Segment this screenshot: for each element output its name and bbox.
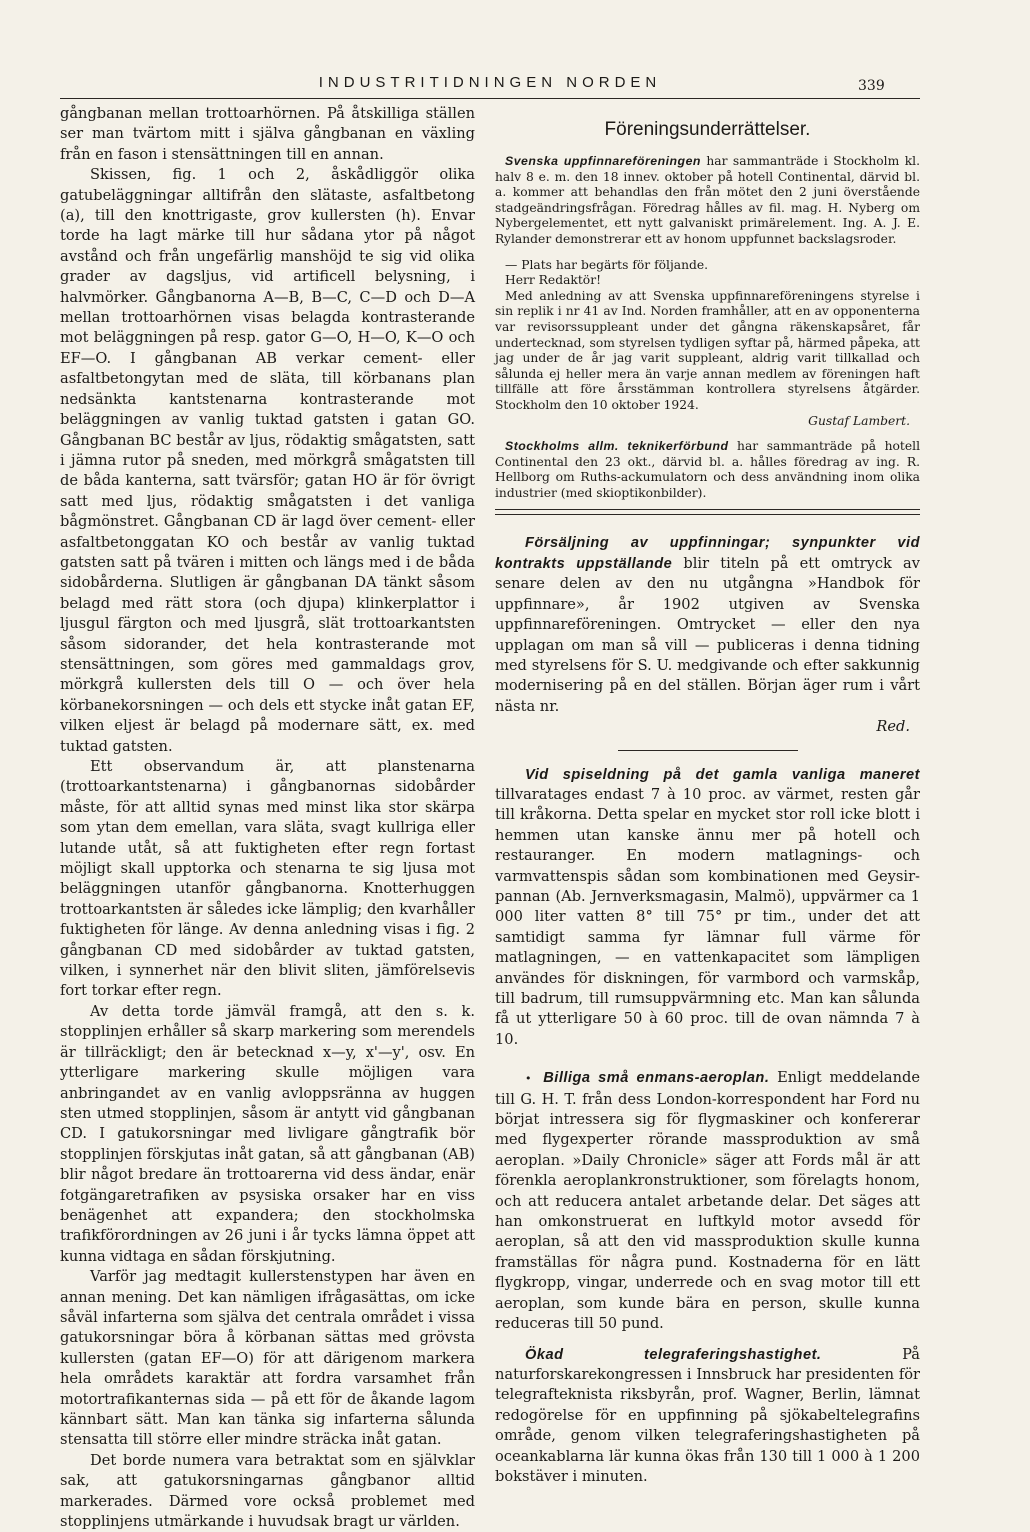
page-number: 339 [858,78,885,94]
article-text: Enligt meddelande till G. H. T. från dess London-korrespondent har Ford nu börjat intressera sig för flygmaskiner och konfererar med flygexperter rörande massproduktion av små aeroplan. »Daily Chronicle» säger att Fords mål är att förenkla aeroplankronstruktioner, som förelagts honom, och att reducera antalet arbetande delar. Det säges att han omkonstruerat en luftkyld motor avsedd för aeroplan, så att den vid massproduktion skulle kunna framställas för några pund. Kostnaderna för en lätt flygkropp, vingar, underrede och en svag motor till ett aeroplan, som kunde bära en person, skulle kunna reduceras till 50 pund. [495,1069,920,1333]
article-divider [618,750,798,751]
article-telegrafering [495,1345,920,1488]
right-column [495,104,920,1487]
article-paragraph: Skissen, fig. 1 och 2, åskådliggör olika gatubeläggningar alltifrån den slätaste, asfaltbetong (a), till den knottrigaste, grov kullersten (h). Envar torde ha lagt märke till hur sådana ytor på något avstånd och från ungefärlig manshöjd te sig vid olika grader av dagsljus, vid artificell belysning, i halvmörker. Gångbanorna A—B, B—C, C—D och D—A mellan trottoarhörnen visas belagda kontrasterande mot beläggningen på resp. gator G—O, H—O, K—O och EF—O. I gångbanan AB verkar cement- eller asfaltbetongytan med de släta, till körbanans plan nedsänkta kantstenarna kontrasterande mot beläggningen av vanlig tuktad gatsten i gatan GO. Gångbanan BC består av ljus, rödaktig smågatsten, satt i jämna rutor på sneden, med mörkgrå smågatsten till de båda kanterna, satt tvärsför; gatan HO är för övrigt satt med ljus, rödaktig smågatsten i det vanliga bågmönstret. Gångbanan CD är lagd över cement- eller asfaltbetonggatan KO och består av vanlig tuktad gatsten satt på tvären i mitten och längs med i de båda sidobårderna. Slutligen är gångbanan DA tänkt såsom belagd med rätt stora (och djupa) klinkerplattor i ljusgul färgton och med ljusgrå, slät trottoarkantsten såsom sidorander, det hela kontrasterande mot stensättningen, som göres med gammaldags grov, mörkgrå kullersten dels till O — och över hela körbanekorsningen — och dels ett stycke inåt gatan EF, vilken eljest är belagd på modernare sätt, ex. med tuktad gatsten. [60,166,475,755]
notice-lead: Stockholms allm. teknikerförbund [505,439,729,454]
header-rule [60,98,920,99]
letter-salutation: Herr Redaktör! [505,273,602,288]
notice-text: har sammanträde i Stockholm kl. halv 8 e. m. den 18 innev. oktober på hotell Continental, därvid bl. a. kommer att behandlas den från mötet den 2 juni överstående stadgeändringsfrågan. Föredrag hålles av fil. mag. H. Nyberg om Nybergelementet, ett nytt galvaniskt primärelement. Ing. A. J. E. Rylander demonstrerar ett av honom uppfunnet backslagsroder. [495,154,920,246]
editor-signoff: Red. [876,718,910,736]
article-text: tillvaratages endast 7 à 10 proc. av värmet, resten går till kråkorna. Detta spelar en mycket stor roll icke blott i hemmen utan kanske ännu mer på hotell och restauranger. En modern matlagnings- och varmvattenspis sådan som kombinationen med Geysir-pannan (Ab. Jernverksmagasin, Malmö), uppvärmer ca 1 000 liter vatten 8° till 75° pr tim., under det att samtidigt samma fyr lämnar full värme för matlagningen, — en vattenkapacitet som lämpligen användes för diskningen, för varmbord och varmskåp, till badrum, till rumsuppvärmning etc. Man kan sålunda få ut ytterligare 50 à 60 proc. till de ovan nämnda 7 à 10. [495,785,920,1048]
notice-svenska [495,154,920,248]
letter-signature: Gustaf Lambert. [808,413,910,428]
notice-plats: — Plats har begärts för följande. [505,257,709,272]
article-paragraph: Av detta torde jämväl framgå, att den s. k. stopplinjen erhåller så skarp markering som merendels är tillräckligt; den är betecknad x—y, x'—y', osv. En ytterligare markering skulle möjligen vara anbringandet av en vanlig avloppsränna av huggen sten utmed stopplinjen, såsom är antytt vid gångbanan CD. I gatukorsningar med livligare gångtrafik bör stopplinjen förskjutas inåt gatan, så att gångbanan (AB) blir något bredare än trottoarerna vid dess ändar, enär fotgängaretrafiken av psysiska orsaker har en viss benägenhet att expandera; den stockholmska trafikförordningen av 26 juni i år tycks lämna öppet att kunna vidtaga en sådan förskjutning. [60,1002,475,1265]
letter-body: Med anledning av att Svenska uppfinnareföreningens styrelse i sin replik i nr 41 av Ind. Norden framhåller, att en av opponenterna var revisorssuppleant under det gångna räkenskapsåret, får undertecknad, som styrelsen tydligen syftar på, härmed påpeka, att jag under de år jag varit suppleant, aldrig varit tillkallad och sålunda ej heller mera än varje annan medlem av föreningen haft tillfälle att före årsstämman kontrollera styrelsens åtgärder. Stockholm den 10 oktober 1924. [495,288,920,412]
article-text: På naturforskarekongressen i Innsbruck har presidenten för telegrafteknista riksbyrån, prof. Wagner, Berlin, lämnat redogörelse för en uppfinning på sjökabeltelegrafins område, genom vilken telegraferingshastigheten på oceankablarna lär kunna ökas från 130 till 1 000 à 1 200 bokstäver i minuten. [495,1345,920,1485]
section-divider [495,509,920,515]
section-title: Föreningsunderrättelser. [604,119,811,140]
article-paragraph: gångbanan mellan trottoarhörnen. På åtskilliga ställen ser man tvärtom mitt i själva gångbanan en växling från en fason i stensättningen till en annan. [60,105,475,163]
article-aeroplan [495,1068,920,1334]
notice-lead: Svenska uppfinnareföreningen [505,154,701,168]
left-column [60,104,475,1532]
article-text: blir titeln på ett omtryck av senare delen av den nu utgångna »Handbok för uppfinnare», år 1902 utgiven av Svenska uppfinnareföreningen. Omtrycket — eller den nya upplagan om man så vill — publiceras i denna tidning med styrelsens för S. U. medgivande och efter sakkunnig modernisering på en del ställen. Början äger rum i vårt nästa nr. [495,554,920,715]
article-paragraph: Varför jag medtagit kullerstenstypen har även en annan mening. Det kan nämligen ifrågasättas, om icke såväl infarterna som själva det centrala området i vissa gatukorsningar böra å körbanan sättas med grövsta kullersten (gatan EF—O) för att därigenom markera hela områdets karaktär att fordra varsamhet från motortrafikanternas sida — på ett för de åkande lagom kännbart sätt. Man kan tänka sig infarterna sålunda stensatta till större eller mindre sträcka inåt gatan. [60,1268,475,1449]
notice-text: har sammanträde på hotell Continental den 23 okt., därvid bl. a. hålles föredrag av ing. R. Hellborg om Ruths-ackumulatorn och dess användning inom olika industrier (med skioptikonbilder). [495,439,920,500]
running-head: INDUSTRITIDNINGEN NORDEN [318,74,662,91]
article-lead: Vid spiseldning på det gamla vanliga maneret [525,766,920,783]
bullet-icon: • [525,1072,532,1086]
notice-stockholms [495,439,920,501]
article-spiseldning [495,765,920,1051]
article-lead: Försäljning av uppfinningar; synpunkter vid kontrakts uppställande [495,535,920,572]
association-notices [495,154,920,501]
article-lead: Ökad telegraferingshastighet. [525,1346,822,1363]
article-paragraph: Ett observandum är, att planstenarna (trottoarkantstenarna) i gångbanornas sidobårder måste, för att alltid synas med minst lika stor skärpa som ytan dem emellan, vara släta, svagt kullriga eller lutande utåt, så att fuktigheten efter regn fortast möjligt skall upptorka och stenarna te sig ljusa mot beläggningen utanför gångbanorna. Knotterhuggen trottoarkantsten är således icke lämplig; den kvarhåller fuktigheten för länge. Av denna anledning visas i fig. 2 gångbanan CD med sidobårder av tuktad gatsten, vilken, i synnerhet när den blivit sliten, jämförelsevis fort torkar efter regn. [60,758,475,1000]
article-forsaljning [495,533,920,717]
article-lead: Billiga små enmans-aeroplan. [543,1070,770,1087]
article-paragraph: Det borde numera vara betraktat som en självklar sak, att gatukorsningarnas gångbanor alltid markerades. Därmed vore också problemet med stopplinjens utmärkande i huvudsak bragt ur världen. [60,1451,475,1531]
